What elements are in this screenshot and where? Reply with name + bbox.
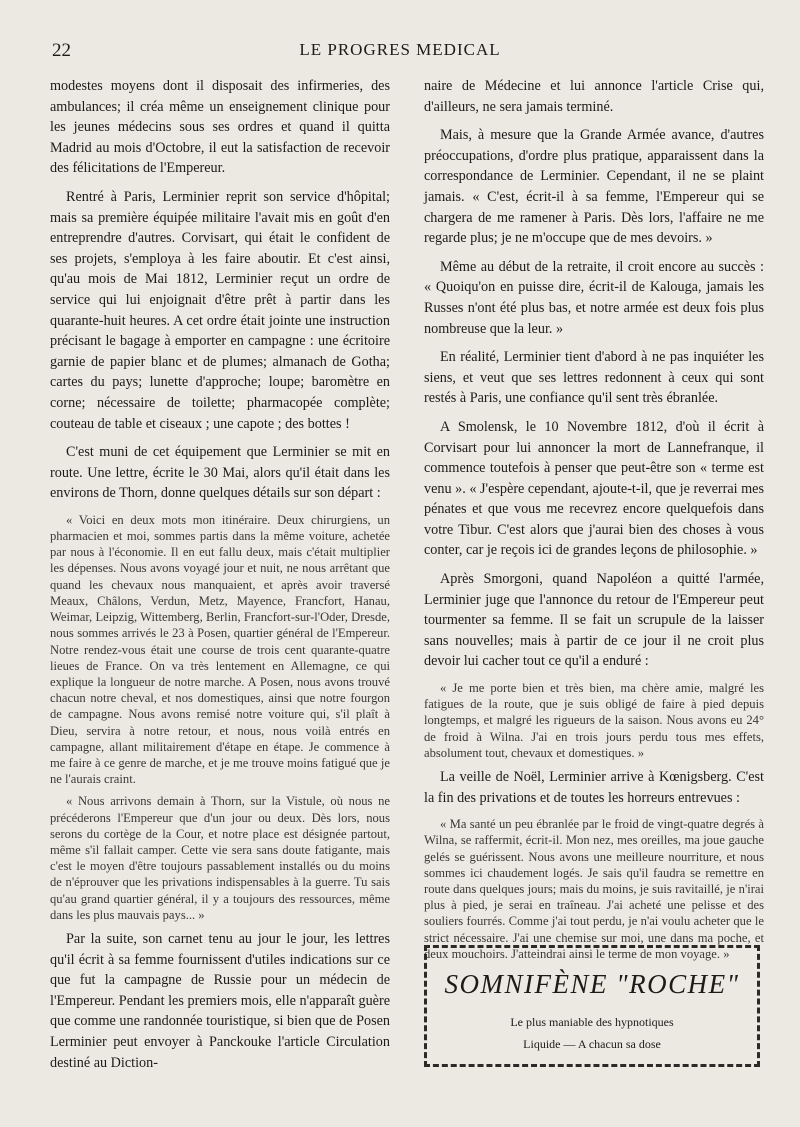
letter-quote: « Je me porte bien et très bien, ma chère amie, malgré les fatigues de la route, que je suis obligé de faire à pied depuis longtemps, et malgré les rigueurs de la saison. Nous avons eu 24° de froid à Wilna. J'ai en trois jours perdu tous mes effets, absolument tout, chevaux et domestiques. » <box>424 681 764 760</box>
paragraph: En réalité, Lerminier tient d'abord à ne pas inquiéter les siens, et veut que ses lettres redonnent à ceux qui sont restés à Paris, une confiance qu'il sent très ébranlée. <box>424 349 764 407</box>
paragraph: Même au début de la retraite, il croit encore au succès : « Quoiqu'on en puisse dire, écrit-il de Kalouga, jamais les Russes n'ont été plus bas, et notre armée est deux fois plus nombreuse que la leur. » <box>424 258 764 337</box>
paragraph: C'est muni de cet équipement que Lerminier se mit en route. Une lettre, écrite le 30 Mai, alors qu'il était dans les environs de Thorn, donne quelques détails sur son départ : <box>50 444 390 502</box>
paragraph: Par la suite, son carnet tenu au jour le jour, les lettres qu'il écrit à sa femme fournissent d'utiles indications sur ce que fut la campagne de Russie pour un médecin de l'Empereur. Pendant les premiers mois, elle n'apparaît guère que comme une randonnée touristique, si bien que de Posen Lerminier peut envoyer à Panckouke l'article Circulation destiné au Diction- <box>50 930 390 1071</box>
page-number: 22 <box>52 40 71 61</box>
ad-tagline: Le plus maniable des hypnotiques <box>510 1015 674 1029</box>
ad-title: SOMNIFÈNE "ROCHE" <box>444 969 740 999</box>
paragraph: modestes moyens dont il disposait des infirmeries, des ambulances; il créa même un enseignement clinique pour les jeunes médecins sous ses ordres et quand il quitta Madrid au mois d'Octobre, il eut la satisfaction de recevoir des félicitations de l'Empereur. <box>50 78 390 177</box>
paragraph: La veille de Noël, Lerminier arrive à Kœnigsberg. C'est la fin des privations et de toutes les horreurs entrevues : <box>424 769 764 806</box>
left-column <box>50 76 390 1081</box>
paragraph: Mais, à mesure que la Grande Armée avance, d'autres préoccupations, d'ordre plus pratique, apparaissent dans la correspondance de Lerminier. Cependant, il ne se plaint jamais. « C'est, écrit-il à sa femme, l'Empereur qui se chargera de me ramener à Paris. Dès lors, l'affaire ne me regarde plus; je ne m'occupe que de mes devoirs. » <box>424 127 764 247</box>
paragraph: A Smolensk, le 10 Novembre 1812, d'où il écrit à Corvisart pour lui annoncer la mort de Lannefranque, il commence toutefois à penser que peut-être son « terme est venu ». « J'espère cependant, ajoute-t-il, que je reverrai mes pénates et que vous me recevrez encore quelquefois dans votre Tibur. C'est alors que j'aurai bien des choses à vous conter, car je reçois ici de grandes leçons de philosophie. » <box>424 418 764 559</box>
advertisement-box <box>424 945 760 1067</box>
letter-quote: « Ma santé un peu ébranlée par le froid de vingt-quatre degrés à Wilna, se raffermit, écrit-il. Mon nez, mes oreilles, ma joue gauche gelés se guérissent. Nous avons une meilleure nourriture, et nous sommes ici chaudement logés. Je sais qu'il faudra se remettre en route dans quelques jours; mais du moins, je suis ravitaillé, je n'irai plus à pied, je serai en traîneau. J'ai acheté une pelisse et des souliers fourrés. Comme j'ai tout perdu, je n'ai voulu acheter que le strict nécessaire. J'ai une chemise sur moi, une dans ma poche, et deux mouchoirs. J'atteindrai ainsi le terme de mon voyage. » <box>424 817 764 961</box>
right-column <box>424 76 764 968</box>
letter-quote: « Nous arrivons demain à Thorn, sur la Vistule, où nous ne précéderons l'Empereur que d'un jour ou deux. Dès lors, nous serons du cortège de la Cour, et notre place est désignée partout, même s'il fallait camper. Cette vie sera sans doute fatigante, mais c'est le moyen d'être toujours passablement installés ou du moins de n'éprouver que les privations indispensables à la guerre. Tu sais qu'au grand quartier général, il y a toujours des ressources, même dans les plus mauvais pays... » <box>50 794 390 922</box>
letter-quote: « Voici en deux mots mon itinéraire. Deux chirurgiens, un pharmacien et moi, sommes partis dans la même voiture, achetée par nous à l'économie. Il en eut fallu deux, mais c'était multiplier les dépenses. Nous avons voyagé jour et nuit, ne nous arrêtant que quand les chevaux nous manquaient, et après avoir traversé Meaux, Châlons, Verdun, Metz, Mayence, Francfort, Hanau, Weimar, Leipzig, Wittemberg, Berlin, Francfort-sur-l'Oder, Dresde, nous sommes arrivés le 23 à Posen, quartier général de l'Empereur. Notre rendez-vous était une course de trois cent quarante-quatre lieues de France. On va très lentement en Allemagne, ce qui explique la longueur de notre marche. A Posen, nous avons trouvé chacun notre cheval, et nos domestiques, ainsi que notre fourgon de campagne. Nous avons remisé notre voiture qui, s'il plaît à Dieu, servira à notre retour, et nous, nous voilà entrés en campagne, allant militairement d'étape en étape. Je commence à me faire à ce genre de marche, et je me trouve moins fatigué que je ne l'aurais craint. <box>50 512 390 787</box>
ad-dosage: Liquide — A chacun sa dose <box>523 1037 661 1051</box>
paragraph: Rentré à Paris, Lerminier reprit son service d'hôpital; mais sa première équipée militaire l'avait mis en goût d'en entreprendre d'autres. Corvisart, qui était le confident de ses projets, s'employa à les faire aboutir. Et c'est ainsi, qu'au mois de Mai 1812, Lerminier reçut un ordre de service qui lui enjoignait d'être prêt à partir dans les quarante-huit heures. A cet ordre était jointe une instruction précisant le bagage à emporter en campagne : une écritoire garnie de papier blanc et de plumes; almanach de Gotha; cartes du pays; lunette d'approche; loupe; baromètre en corne; nécessaire de toilette; pharmacopée complète; couteau de table et ciseaux ; une capote ; des bottes ! <box>50 188 390 432</box>
paragraph: naire de Médecine et lui annonce l'article Crise qui, d'ailleurs, ne sera jamais terminé. <box>424 78 764 115</box>
running-head: LE PROGRES MEDICAL <box>299 40 501 59</box>
paragraph: Après Smorgoni, quand Napoléon a quitté l'armée, Lerminier juge que l'annonce du retour de l'Empereur peut tourmenter sa femme. Il se fait un scrupule de la laisser sans nouvelles; mais à partir de ce jour il ne croit plus devoir lui cacher tout ce qu'il a enduré : <box>424 571 764 670</box>
